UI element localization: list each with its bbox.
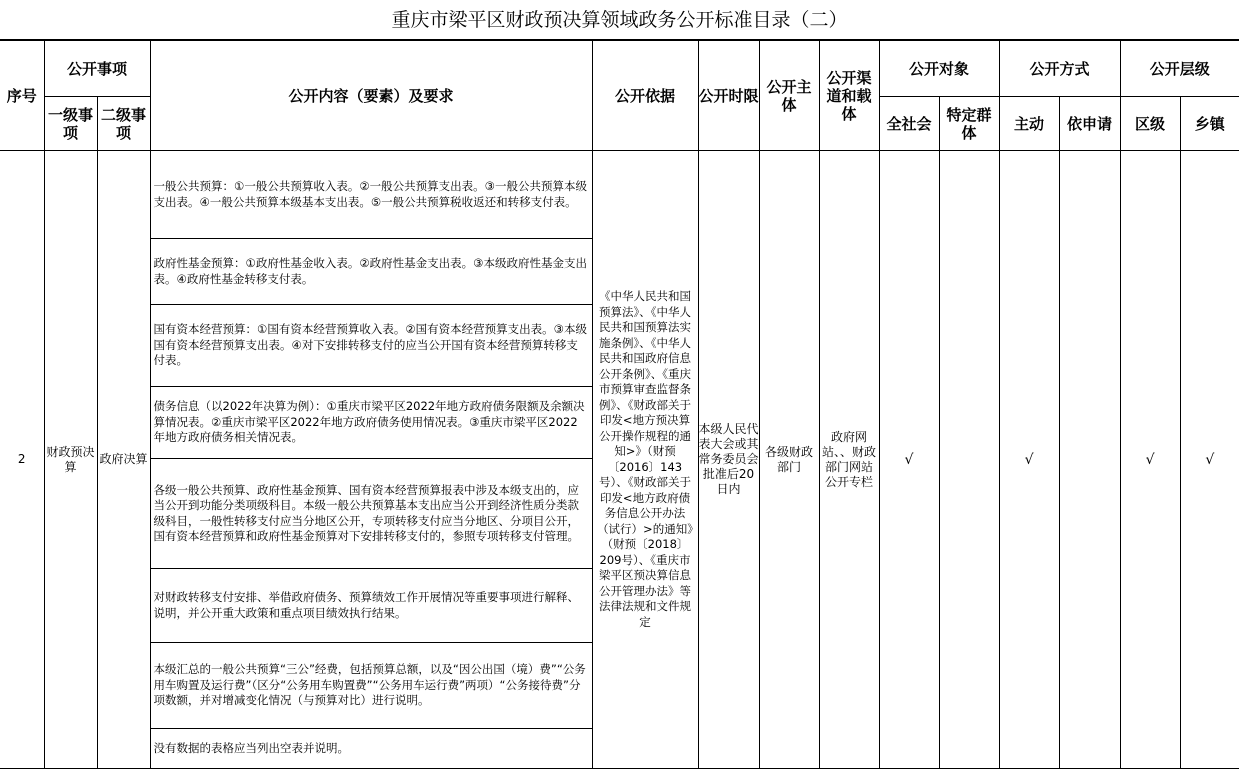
content-item-8: 没有数据的表格应当列出空表并说明。 (150, 729, 592, 769)
row-subject: 各级财政部门 (759, 151, 819, 769)
header-method: 公开方式 (999, 41, 1120, 97)
content-item-5: 各级一般公共预算、政府性基金预算、国有资本经营预算报表中涉及本级支出的，应当公开到功能分类项级科目。本级一般公共预算基本支出应当公开到经济性质分类款级科目，一般性转移支付应当分地区公开，专项转移支付应当分地区、分项目公开，国有资本经营预算和政府性基金预算对下安排转移支付的，参照专项转移支付管理。 (150, 459, 592, 569)
row-channel: 政府网站、、财政部门网站公开专栏 (819, 151, 879, 769)
content-item-7: 本级汇总的一般公共预算“三公”经费，包括预算总额，以及“因公出国（境）费”“公务用车购置及运行费”（区分“公务用车购置费”“公务用车运行费”两项）“公务接待费”分项数额，并对增减变化情况（与预算对比）进行说明。 (150, 643, 592, 729)
header-level2: 二级事项 (97, 97, 150, 151)
header-township: 乡镇 (1180, 97, 1239, 151)
mark-specific-group (939, 151, 999, 769)
page-title: 重庆市梁平区财政预决算领域政务公开标准目录（二） (0, 0, 1239, 40)
row-seq: 2 (0, 151, 44, 769)
header-all-society: 全社会 (879, 97, 939, 151)
header-basis: 公开依据 (592, 41, 698, 151)
content-item-2: 政府性基金预算：①政府性基金收入表。②政府性基金支出表。③本级政府性基金支出表。④政府性基金转移支付表。 (150, 239, 592, 305)
header-channel: 公开渠道和载体 (819, 41, 879, 151)
row-level1: 财政预决算 (44, 151, 97, 769)
header-items: 公开事项 (44, 41, 150, 97)
row-time-limit: 本级人民代表大会或其常务委员会批准后20日内 (698, 151, 759, 769)
mark-active: √ (999, 151, 1059, 769)
header-active: 主动 (999, 97, 1059, 151)
header-specific-group: 特定群体 (939, 97, 999, 151)
header-on-request: 依申请 (1059, 97, 1120, 151)
content-item-4: 债务信息（以2022年决算为例）：①重庆市梁平区2022年地方政府债务限额及余额决算情况表。②重庆市梁平区2022年地方政府债务使用情况表。③重庆市梁平区2022年地方政府债务相关情况表。 (150, 387, 592, 459)
header-level1: 一级事项 (44, 97, 97, 151)
header-district: 区级 (1120, 97, 1180, 151)
mark-township: √ (1180, 151, 1239, 769)
header-level: 公开层级 (1120, 41, 1239, 97)
header-subject: 公开主体 (759, 41, 819, 151)
row-level2: 政府决算 (97, 151, 150, 769)
catalog-table (0, 40, 1239, 769)
mark-district: √ (1120, 151, 1180, 769)
header-seq: 序号 (0, 41, 44, 151)
content-item-3: 国有资本经营预算：①国有资本经营预算收入表。②国有资本经营预算支出表。③本级国有资本经营预算支出表。④对下安排转移支付的应当公开国有资本经营预算转移支付表。 (150, 305, 592, 387)
row-basis: 《中华人民共和国预算法》、《中华人民共和国预算法实施条例》、《中华人民共和国政府信息公开条例》、《重庆市预算审查监督条例》、《财政部关于印发<地方预决算公开操作规程的通知>》（财预〔2016〕143号）、《财政部关于印发<地方政府债务信息公开办法（试行）>的通知》（财预〔2018〕209号）、《重庆市梁平区预决算信息公开管理办法》等法律法规和文件规定 (592, 151, 698, 769)
header-content: 公开内容（要素）及要求 (150, 41, 592, 151)
mark-all-society: √ (879, 151, 939, 769)
content-item-6: 对财政转移支付安排、举借政府债务、预算绩效工作开展情况等重要事项进行解释、说明，并公开重大政策和重点项目绩效执行结果。 (150, 569, 592, 643)
mark-on-request (1059, 151, 1120, 769)
header-time-limit: 公开时限 (698, 41, 759, 151)
header-audience: 公开对象 (879, 41, 999, 97)
content-item-1: 一般公共预算：①一般公共预算收入表。②一般公共预算支出表。③一般公共预算本级支出表。④一般公共预算本级基本支出表。⑤一般公共预算税收返还和转移支付表。 (150, 151, 592, 239)
